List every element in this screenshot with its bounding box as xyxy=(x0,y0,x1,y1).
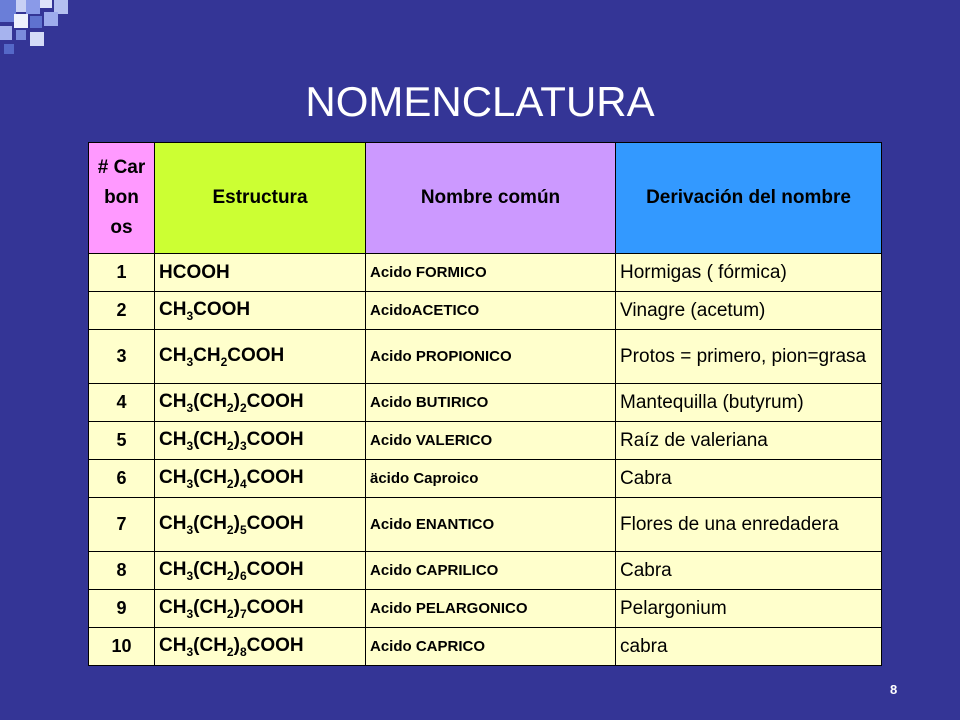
formula-subscript: 3 xyxy=(186,354,194,369)
formula-subscript: 4 xyxy=(239,476,247,491)
formula-subscript: 2 xyxy=(226,606,234,621)
common-name-cell: Acido PROPIONICO xyxy=(366,330,616,384)
formula-subscript: 3 xyxy=(186,438,194,453)
common-name-cell: Acido FORMICO xyxy=(366,254,616,292)
common-name-cell: Acido CAPRILICO xyxy=(366,552,616,590)
structure-formula-cell xyxy=(155,254,366,292)
name-derivation-cell: Raíz de valeriana xyxy=(616,422,882,460)
header-structure: Estructura xyxy=(155,143,366,254)
table-header-row xyxy=(89,143,882,254)
common-name-cell: Acido CAPRICO xyxy=(366,628,616,666)
formula-text: COOH xyxy=(193,298,251,320)
carbon-count-cell: 4 xyxy=(89,384,155,422)
deco-square xyxy=(16,30,26,40)
formula-text: CH xyxy=(159,298,187,320)
structure-formula-cell xyxy=(155,628,366,666)
deco-square xyxy=(30,32,44,46)
carbon-count-cell: 2 xyxy=(89,292,155,330)
formula-text: COOH xyxy=(246,428,304,450)
formula-text: CH xyxy=(159,634,187,656)
formula-text: (CH xyxy=(193,512,227,534)
formula-text: ) xyxy=(233,428,240,450)
formula-text: ) xyxy=(233,558,240,580)
formula-subscript: 3 xyxy=(186,522,194,537)
carbon-count-cell: 8 xyxy=(89,552,155,590)
table-row xyxy=(89,590,882,628)
name-derivation-cell: Protos = primero, pion=grasa xyxy=(616,330,882,384)
formula-subscript: 8 xyxy=(239,644,247,659)
formula-text: (CH xyxy=(193,596,227,618)
name-derivation-cell: Pelargonium xyxy=(616,590,882,628)
formula-text: COOH xyxy=(246,634,304,656)
deco-square xyxy=(16,0,26,12)
header-derivation: Derivación del nombre xyxy=(616,143,882,254)
common-name-cell: AcidoACETICO xyxy=(366,292,616,330)
formula-subscript: 3 xyxy=(186,400,194,415)
deco-square xyxy=(14,14,28,28)
name-derivation-cell: Cabra xyxy=(616,460,882,498)
formula-text: ) xyxy=(233,390,240,412)
formula-text: COOH xyxy=(246,390,304,412)
common-name-cell: Acido ENANTICO xyxy=(366,498,616,552)
common-name-cell: äcido Caproico xyxy=(366,460,616,498)
name-derivation-cell: Vinagre (acetum) xyxy=(616,292,882,330)
formula-text: (CH xyxy=(193,390,227,412)
formula-subscript: 2 xyxy=(226,438,234,453)
structure-formula-cell xyxy=(155,590,366,628)
deco-square xyxy=(26,0,40,14)
table-row xyxy=(89,498,882,552)
formula-text: CH xyxy=(159,558,187,580)
deco-square xyxy=(4,44,14,54)
table-row xyxy=(89,460,882,498)
formula-subscript: 7 xyxy=(239,606,247,621)
table-row xyxy=(89,552,882,590)
page-number: 8 xyxy=(890,682,898,697)
nomenclature-table xyxy=(88,142,882,666)
formula-subscript: 2 xyxy=(226,400,234,415)
formula-subscript: 2 xyxy=(239,400,247,415)
formula-subscript: 3 xyxy=(186,568,194,583)
table-row xyxy=(89,330,882,384)
formula-text: (CH xyxy=(193,634,227,656)
structure-formula-cell xyxy=(155,460,366,498)
structure-formula-cell xyxy=(155,498,366,552)
structure-formula-cell xyxy=(155,552,366,590)
formula-subscript: 2 xyxy=(226,522,234,537)
carbon-count-cell: 10 xyxy=(89,628,155,666)
formula-text: ) xyxy=(233,596,240,618)
formula-subscript: 2 xyxy=(226,568,234,583)
name-derivation-cell: Cabra xyxy=(616,552,882,590)
formula-text: CH xyxy=(159,512,187,534)
slide-title: NOMENCLATURA xyxy=(305,78,655,125)
formula-text: ) xyxy=(233,512,240,534)
structure-formula-cell xyxy=(155,384,366,422)
carbon-count-cell: 3 xyxy=(89,330,155,384)
carbon-count-cell: 6 xyxy=(89,460,155,498)
carbon-count-cell: 7 xyxy=(89,498,155,552)
formula-text: (CH xyxy=(193,428,227,450)
structure-formula-cell xyxy=(155,292,366,330)
formula-subscript: 3 xyxy=(186,476,194,491)
header-common-name: Nombre común xyxy=(366,143,616,254)
formula-text: CH xyxy=(159,344,187,366)
formula-subscript: 3 xyxy=(186,308,194,323)
formula-subscript: 2 xyxy=(226,644,234,659)
name-derivation-cell: cabra xyxy=(616,628,882,666)
table-row xyxy=(89,628,882,666)
structure-formula-cell xyxy=(155,422,366,460)
formula-text: COOH xyxy=(246,466,304,488)
name-derivation-cell: Hormigas ( fórmica) xyxy=(616,254,882,292)
common-name-cell: Acido BUTIRICO xyxy=(366,384,616,422)
formula-subscript: 5 xyxy=(239,522,247,537)
table-row xyxy=(89,422,882,460)
formula-subscript: 6 xyxy=(239,568,247,583)
formula-text: (CH xyxy=(193,558,227,580)
formula-text: CH xyxy=(159,390,187,412)
carbon-count-cell: 5 xyxy=(89,422,155,460)
formula-text: CH xyxy=(193,344,221,366)
formula-text: HCOOH xyxy=(159,261,230,283)
formula-text: COOH xyxy=(246,558,304,580)
common-name-cell: Acido PELARGONICO xyxy=(366,590,616,628)
formula-text: (CH xyxy=(193,466,227,488)
common-name-cell: Acido VALERICO xyxy=(366,422,616,460)
table-row xyxy=(89,292,882,330)
formula-text: CH xyxy=(159,596,187,618)
header-carbons: # Car bon os xyxy=(89,143,155,254)
carbon-count-cell: 9 xyxy=(89,590,155,628)
formula-text: COOH xyxy=(227,344,285,366)
deco-square xyxy=(30,16,42,28)
formula-text: CH xyxy=(159,466,187,488)
formula-subscript: 3 xyxy=(239,438,247,453)
formula-text: COOH xyxy=(246,512,304,534)
table-row xyxy=(89,254,882,292)
formula-subscript: 3 xyxy=(186,644,194,659)
formula-text: ) xyxy=(233,466,240,488)
formula-subscript: 3 xyxy=(186,606,194,621)
corner-decoration xyxy=(0,0,80,60)
formula-text: CH xyxy=(159,428,187,450)
deco-square xyxy=(0,26,12,40)
formula-text: COOH xyxy=(246,596,304,618)
name-derivation-cell: Mantequilla (butyrum) xyxy=(616,384,882,422)
carbon-count-cell: 1 xyxy=(89,254,155,292)
formula-text: ) xyxy=(233,634,240,656)
formula-subscript: 2 xyxy=(220,354,228,369)
table-body xyxy=(89,254,882,666)
deco-square xyxy=(44,12,58,26)
formula-subscript: 2 xyxy=(226,476,234,491)
structure-formula-cell xyxy=(155,330,366,384)
deco-square xyxy=(40,0,52,8)
name-derivation-cell: Flores de una enredadera xyxy=(616,498,882,552)
table-row xyxy=(89,384,882,422)
